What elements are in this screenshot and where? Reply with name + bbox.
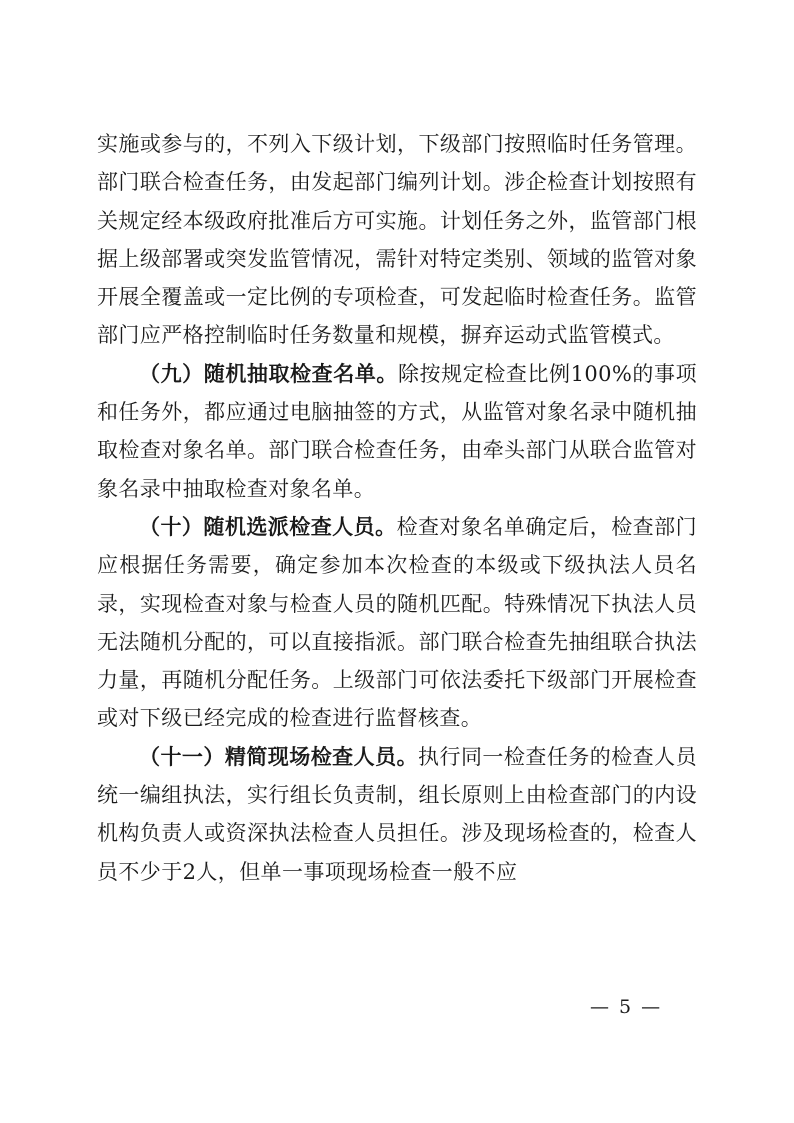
paragraph-text: 检查对象名单确定后，检查部门应根据任务需要，确定参加本次检查的本级或下级执法人员名录，实现检查对象与检查人员的随机匹配。特殊情况下执法人员无法随机分配的，可以直接指派。部门联合检查先抽组联合执法力量，再随机分配任务。上级部门可依法委托下级部门开展检查或对下级已经完成的检查进行监督核查。 <box>97 514 697 731</box>
paragraph-10 <box>97 508 697 738</box>
section-heading-10: （十）随机选派检查人员。 <box>139 513 397 539</box>
body-text <box>97 125 697 891</box>
paragraph-9 <box>97 355 697 508</box>
paragraph-continuation <box>97 125 697 355</box>
paragraph-text: 除按规定检查比例100%的事项和任务外，都应通过电脑抽签的方式，从监管对象名录中随机抽取检查对象名单。部门联合检查任务，由牵头部门从联合监管对象名录中抽取检查对象名单。 <box>97 361 697 501</box>
paragraph-text: 执行同一检查任务的检查人员统一编组执法，实行组长负责制，组长原则上由检查部门的内设机构负责人或资深执法检查人员担任。涉及现场检查的，检查人员不少于2人，但单一事项现场检查一般不应 <box>97 744 697 884</box>
page-number: — 5 — <box>590 996 663 1018</box>
paragraph-11 <box>97 738 697 891</box>
paragraph-text: 实施或参与的，不列入下级计划，下级部门按照临时任务管理。部门联合检查任务，由发起部门编列计划。涉企检查计划按照有关规定经本级政府批准后方可实施。计划任务之外，监管部门根据上级部署或突发监管情况，需针对特定类别、领域的监管对象开展全覆盖或一定比例的专项检查，可发起临时检查任务。监管部门应严格控制临时任务数量和规模，摒弃运动式监管模式。 <box>97 132 697 348</box>
section-heading-9: （九）随机抽取检查名单。 <box>139 360 398 386</box>
section-heading-11: （十一）精简现场检查人员。 <box>139 743 419 769</box>
